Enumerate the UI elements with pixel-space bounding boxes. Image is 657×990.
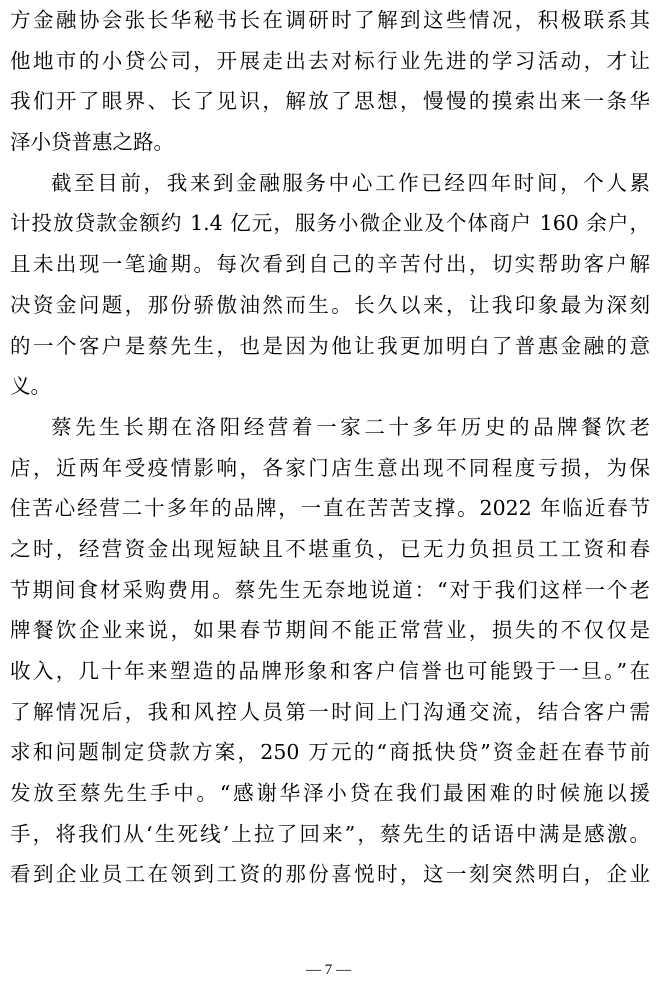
text-line: 方金融协会张长华秘书长在调研时了解到这些情况，积极联系其 <box>10 8 650 32</box>
text-line: 了解情况后，我和风控人员第一时间上门沟通交流，结合客户需 <box>10 699 650 724</box>
text-line: 他地市的小贷公司，开展走出去对标行业先进的学习活动，才让 <box>10 48 650 73</box>
text-line: 蔡先生长期在洛阳经营着一家二十多年历史的品牌餐饮老 <box>51 414 650 439</box>
paragraph-3 <box>10 407 650 895</box>
text-line: 节期间食材采购费用。蔡先生无奈地说道：“对于我们这样一个老 <box>10 577 650 602</box>
text-line: 手，将我们从‘生死线’上拉了回来”，蔡先生的话语中满是感激。 <box>10 821 650 846</box>
text-line: 之时，经营资金出现短缺且不堪重负，已无力负担员工工资和春 <box>10 536 650 561</box>
paragraph-2 <box>10 163 650 407</box>
text-line: 店，近两年受疫情影响，各家门店生意出现不同程度亏损，为保 <box>10 455 650 480</box>
text-line: 的一个客户是蔡先生，也是因为他让我更加明白了普惠金融的意 <box>10 333 650 358</box>
document-body <box>10 0 650 895</box>
text-line: 收入，几十年来塑造的品牌形象和客户信誉也可能毁于一旦。”在 <box>10 659 650 683</box>
paragraph-1 <box>10 0 650 163</box>
text-line: 求和问题制定贷款方案，250 万元的“商抵快贷”资金赶在春节前 <box>10 740 650 765</box>
text-line: 发放至蔡先生手中。“感谢华泽小贷在我们最困难的时候施以援 <box>10 781 650 806</box>
text-line: 我们开了眼界、长了见识，解放了思想，慢慢的摸索出来一条华 <box>10 89 650 114</box>
text-line: 截至目前，我来到金融服务中心工作已经四年时间，个人累 <box>51 170 650 195</box>
text-line: 决资金问题，那份骄傲油然而生。长久以来，让我印象最为深刻 <box>10 292 650 317</box>
text-line: 义。 <box>10 374 51 399</box>
text-line: 泽小贷普惠之路。 <box>10 130 174 155</box>
text-line: 计投放贷款金额约 1.4 亿元，服务小微企业及个体商户 160 余户， <box>10 211 650 236</box>
text-line: 牌餐饮企业来说，如果春节期间不能正常营业，损失的不仅仅是 <box>10 618 650 643</box>
text-line: 住苦心经营二十多年的品牌，一直在苦苦支撑。2022 年临近春节 <box>10 496 650 521</box>
text-line: 且未出现一笔逾期。每次看到自己的辛苦付出，切实帮助客户解 <box>10 252 650 277</box>
text-line: 看到企业员工在领到工资的那份喜悦时，这一刻突然明白，企业 <box>10 862 650 887</box>
page-number: — 7 — <box>306 962 351 978</box>
